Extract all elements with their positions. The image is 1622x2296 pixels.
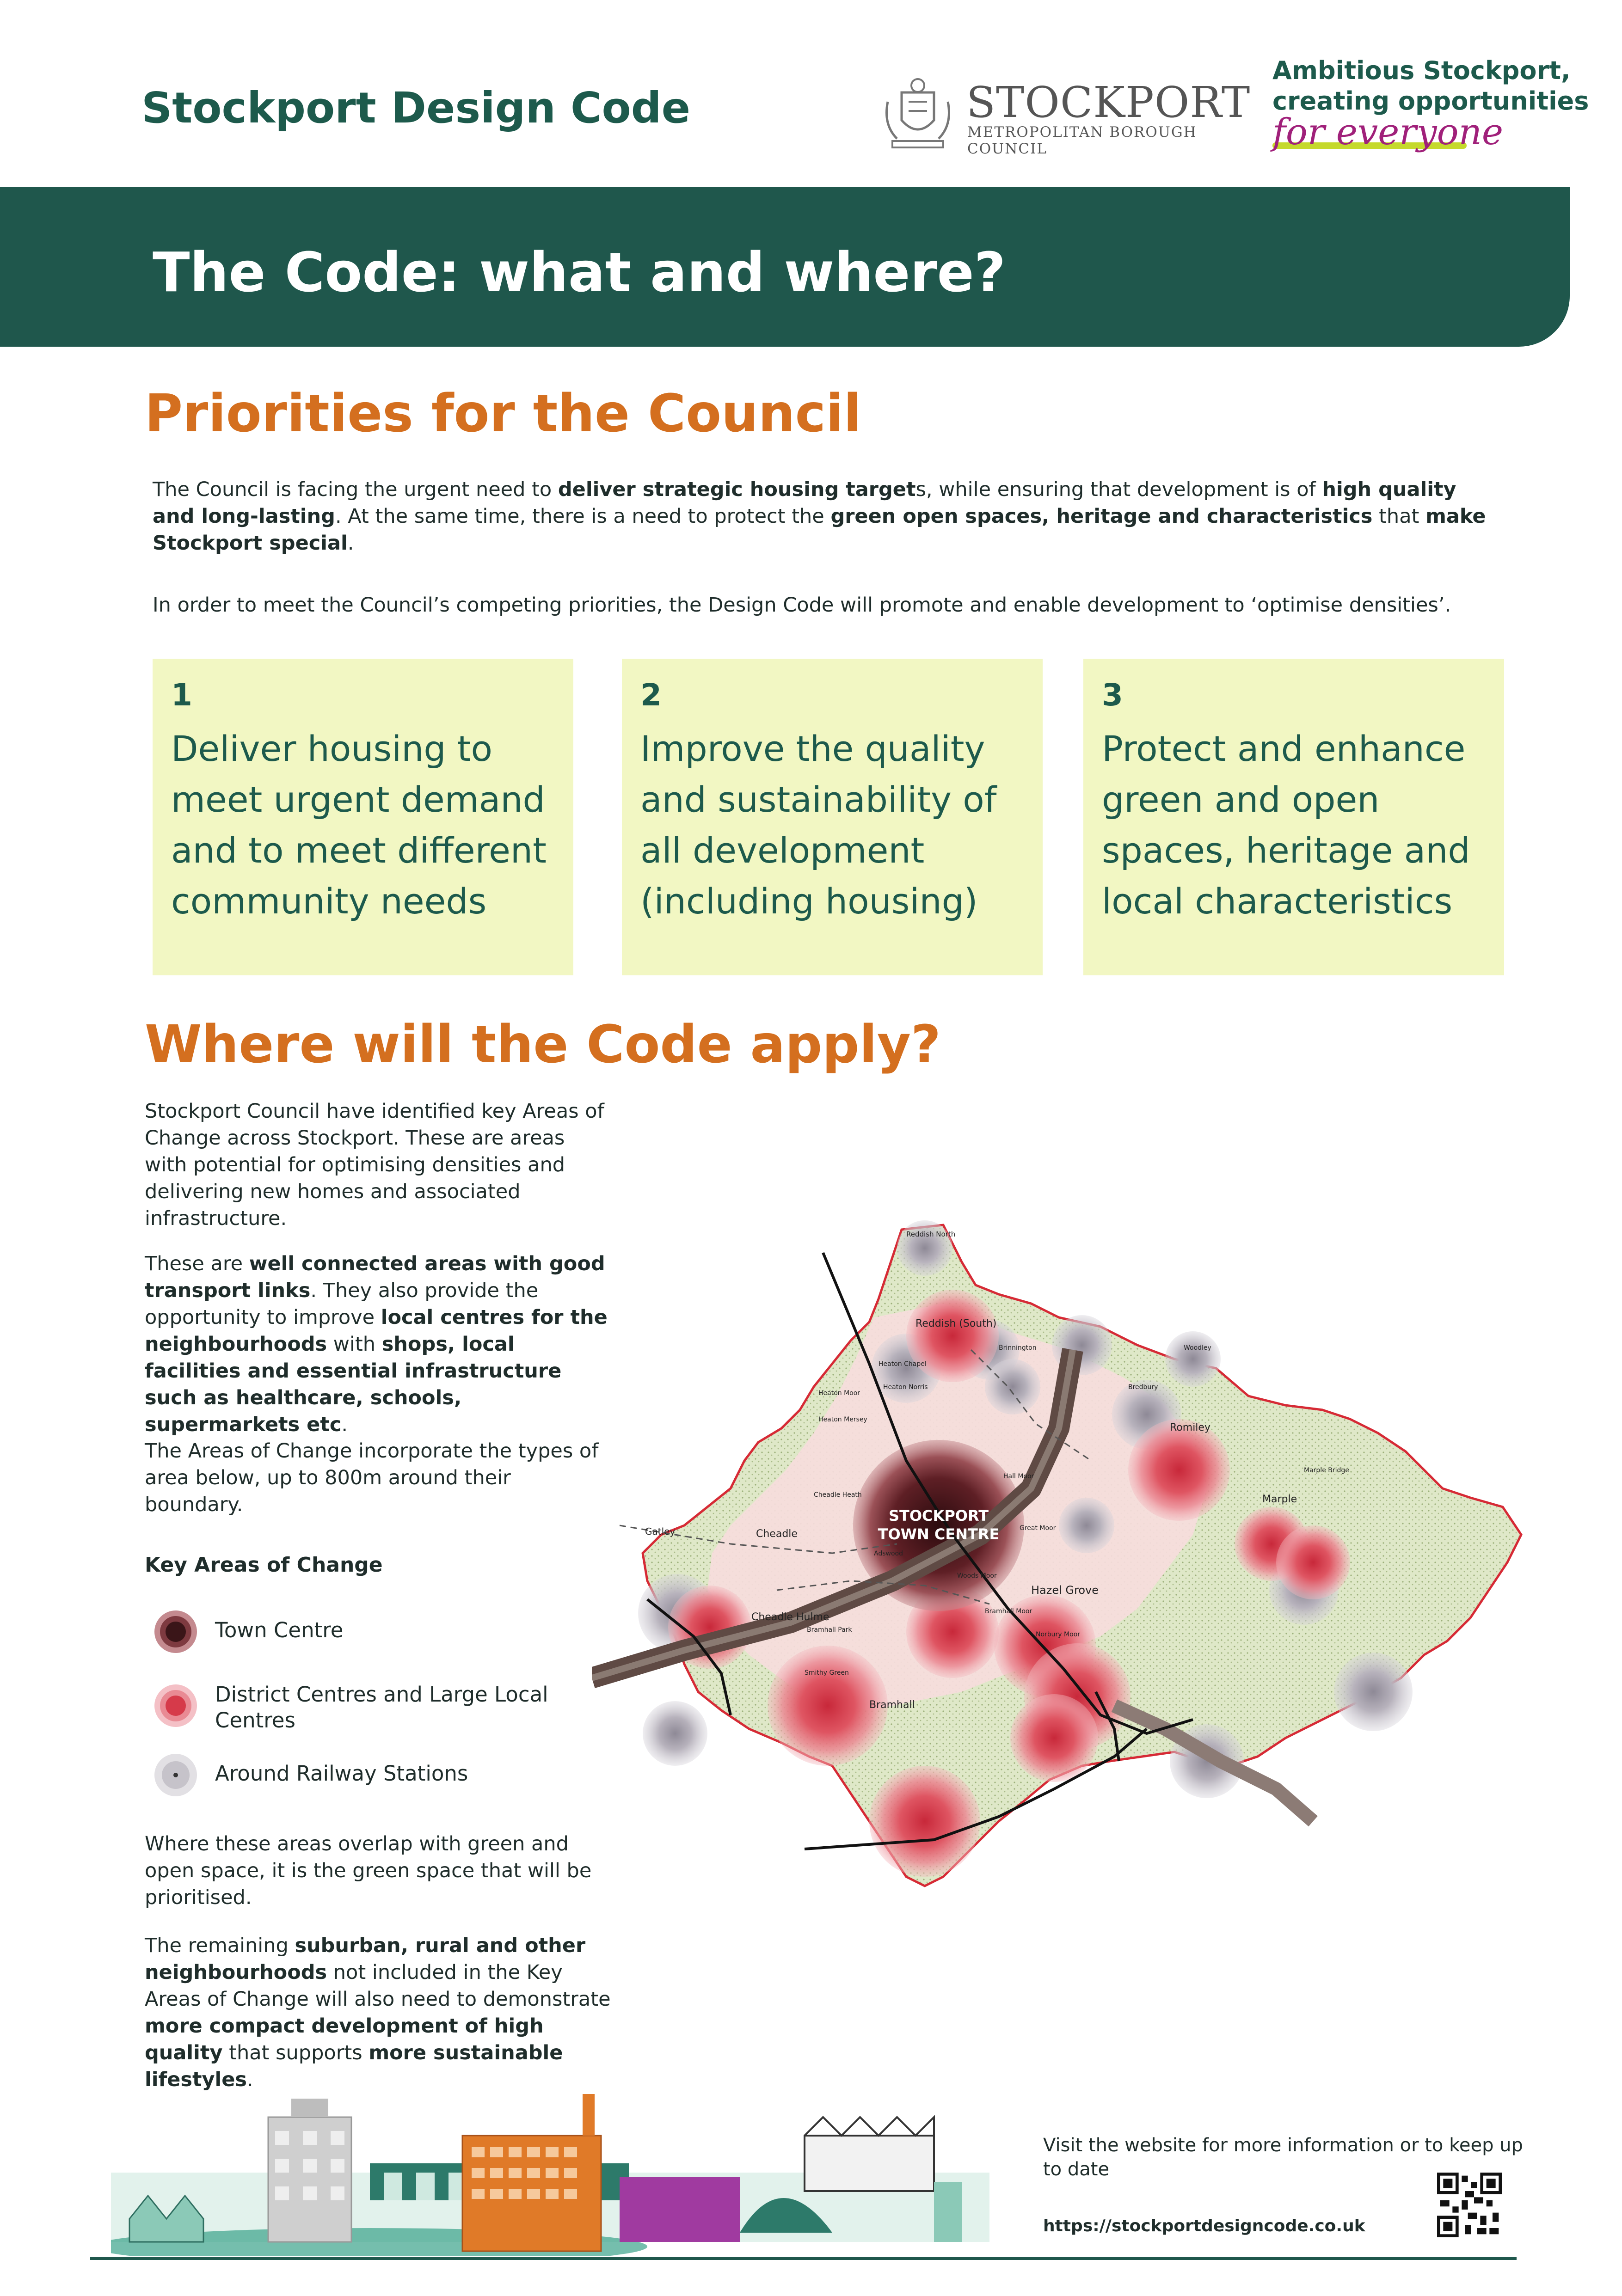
label-bredbury: Bredbury xyxy=(1128,1384,1158,1391)
priorities-heading: Priorities for the Council xyxy=(145,384,861,444)
label-reddish-north: Reddish North xyxy=(906,1230,956,1238)
card-number: 3 xyxy=(1102,677,1123,713)
card-number: 1 xyxy=(171,677,192,713)
where-paragraph-2 xyxy=(145,1250,612,1438)
visit-website-text: Visit the website for more information or to keep up to date xyxy=(1043,2135,1523,2180)
areas-of-change-map xyxy=(592,1211,1540,1941)
priorities-intro xyxy=(153,476,1493,557)
text: with xyxy=(327,1333,382,1356)
label-heaton-chapel: Heaton Chapel xyxy=(879,1360,927,1368)
legend-label: Town Centre xyxy=(215,1618,344,1642)
railway-station-swatch-icon xyxy=(153,1752,199,1798)
label-cheadle: Cheadle xyxy=(756,1528,798,1540)
where-heading: Where will the Code apply? xyxy=(145,1015,941,1075)
qr-code-icon[interactable] xyxy=(1437,2173,1502,2237)
bold-text: make Stockport special xyxy=(153,505,1486,555)
website-link[interactable]: https://stockportdesigncode.co.uk xyxy=(1043,2216,1365,2235)
bold-text: shops, local facilities and essential infrastructure such as healthcare, schools, supermarkets etc xyxy=(145,1333,562,1436)
bold-text: well connected areas with good transport links xyxy=(145,1252,605,1302)
bold-text: more sustainable lifestyles xyxy=(145,2041,563,2091)
label-great-moor: Great Moor xyxy=(1020,1525,1056,1532)
legend-item-district-centres xyxy=(153,1682,548,1733)
logo-name: STOCKPORT xyxy=(966,78,1251,127)
label-norbury-moor: Norbury Moor xyxy=(1036,1631,1081,1638)
bold-text: local centres for the neighbourhoods xyxy=(145,1306,608,1356)
label-woodley: Woodley xyxy=(1184,1344,1211,1352)
crest-icon xyxy=(879,74,957,153)
label-woods-moor: Woods Moor xyxy=(957,1572,997,1580)
label-heaton-moor: Heaton Moor xyxy=(818,1390,860,1397)
arches-icon xyxy=(620,2177,740,2242)
text: that xyxy=(1372,505,1426,528)
label-town-centre-2: TOWN CENTRE xyxy=(878,1525,1000,1543)
text: . They also provide the opportunity to improve xyxy=(145,1279,539,1329)
label-smithy-green: Smithy Green xyxy=(805,1669,849,1677)
footer-rule xyxy=(90,2257,1517,2260)
label-brinnington: Brinnington xyxy=(999,1344,1037,1352)
where-paragraph-1: Stockport Council have identified key Areas of Change across Stockport. These are areas with potential for optimising densities and delivering new homes and associated infrastructure. xyxy=(145,1100,604,1230)
legend-label: District Centres and Large Local Centres xyxy=(215,1682,548,1733)
card-text: Protect and enhance green and open spaces, heritage and local characteristics xyxy=(1102,728,1470,922)
tudor-building-icon xyxy=(805,2136,934,2191)
text: . xyxy=(347,532,354,555)
label-bramhall-park: Bramhall Park xyxy=(807,1626,852,1634)
bold-text: green open spaces, heritage and characteristics xyxy=(830,505,1373,528)
where-paragraph-3: The Areas of Change incorporate the types of area below, up to 800m around their boundary. xyxy=(145,1439,599,1516)
legend-item-town-centre xyxy=(153,1609,344,1657)
bold-text: high quality and long-lasting xyxy=(153,478,1456,528)
text: . xyxy=(247,2068,253,2091)
where-paragraph-4: Where these areas overlap with green and open space, it is the green space that will be prioritised. xyxy=(145,1832,592,1909)
label-cheadle-heath: Cheadle Heath xyxy=(814,1491,862,1499)
priority-card-2 xyxy=(622,659,1043,975)
text: s, while ensuring that development is of xyxy=(915,478,1322,501)
slogan xyxy=(1272,55,1605,151)
slogan-line-3: for everyone xyxy=(1272,111,1504,153)
label-adswood: Adswood xyxy=(874,1550,903,1557)
label-romiley: Romiley xyxy=(1170,1422,1210,1433)
text: The Council is facing the urgent need to xyxy=(153,478,558,501)
legend-label: Around Railway Stations xyxy=(215,1761,468,1786)
text: that supports xyxy=(222,2041,369,2064)
site-title: Stockport Design Code xyxy=(141,83,691,133)
text: . xyxy=(341,1413,348,1436)
priority-card-3 xyxy=(1083,659,1504,975)
text: . At the same time, there is a need to protect the xyxy=(335,505,831,528)
card-text: Deliver housing to meet urgent demand and to meet different community needs xyxy=(171,728,547,922)
text: The remaining xyxy=(145,1934,295,1957)
label-hazel-grove: Hazel Grove xyxy=(1031,1584,1099,1597)
logo-subtitle: METROPOLITAN BOROUGH COUNCIL xyxy=(967,124,1197,157)
priority-card-1 xyxy=(153,659,573,975)
label-gatley: Gatley xyxy=(645,1526,676,1537)
label-reddish-south: Reddish (South) xyxy=(915,1318,997,1329)
bold-text: suburban, rural and other neighbourhoods xyxy=(145,1934,586,1984)
town-centre-swatch-icon xyxy=(153,1609,199,1655)
label-bramhall-moor: Bramhall Moor xyxy=(985,1608,1032,1615)
legend-title: Key Areas of Change xyxy=(145,1553,383,1577)
page-title: The Code: what and where? xyxy=(153,240,1006,304)
text: These are xyxy=(145,1252,249,1275)
legend-item-railway-stations xyxy=(153,1752,468,1800)
bold-text: deliver strategic housing target xyxy=(558,478,916,501)
district-centre-swatch-icon xyxy=(153,1683,199,1729)
label-marple: Marple xyxy=(1262,1494,1297,1505)
label-heaton-mersey: Heaton Mersey xyxy=(818,1416,867,1423)
priorities-intro-2: In order to meet the Council’s competing priorities, the Design Code will promote and enable development to ‘optimise densities’. xyxy=(153,594,1451,617)
slogan-line-1: Ambitious Stockport, xyxy=(1272,56,1571,85)
slogan-line-2: creating opportunities xyxy=(1272,86,1589,116)
skyline-illustration xyxy=(111,2080,989,2256)
card-number: 2 xyxy=(640,677,662,713)
text: not included in the Key Areas of Change will also need to demonstrate xyxy=(145,1961,611,2011)
where-paragraph-5 xyxy=(145,1932,612,2093)
title-banner xyxy=(0,187,1570,347)
label-bramhall: Bramhall xyxy=(869,1699,915,1711)
card-text: Improve the quality and sustainability of all development (including housing) xyxy=(640,728,997,922)
label-marple-bridge: Marple Bridge xyxy=(1304,1467,1349,1474)
label-heaton-norris: Heaton Norris xyxy=(883,1384,928,1391)
council-logo xyxy=(879,74,1251,157)
label-town-centre-1: STOCKPORT xyxy=(888,1507,989,1525)
label-cheadle-hulme: Cheadle Hulme xyxy=(751,1611,829,1623)
label-hall-moor: Hall Moor xyxy=(1003,1473,1034,1480)
bold-text: more compact development of high quality xyxy=(145,2014,544,2064)
